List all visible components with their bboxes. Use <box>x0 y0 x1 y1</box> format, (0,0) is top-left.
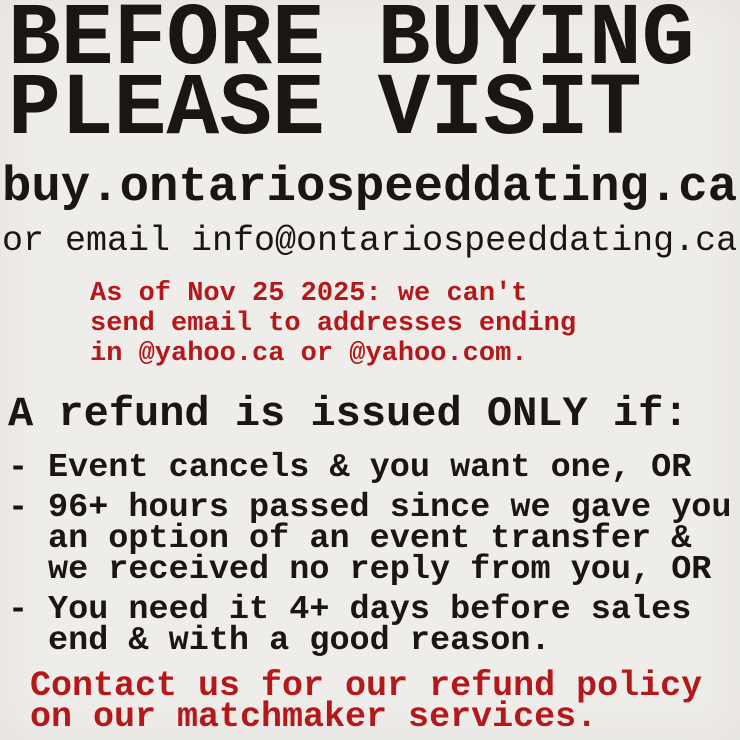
bullet-dash: - <box>8 489 29 527</box>
bullet-line: You need it 4+ days before sales <box>48 591 692 629</box>
refund-conditions-list <box>8 449 740 660</box>
refund-heading: A refund is issued ONLY if: <box>8 390 689 438</box>
matchmaker-refund-note <box>30 666 740 737</box>
yahoo-email-notice <box>90 279 740 369</box>
bullet-line: 96+ hours passed since we gave you <box>48 489 732 527</box>
website-url[interactable]: buy.ontariospeeddating.ca <box>2 159 738 215</box>
notice-line: send email to addresses ending <box>90 309 577 339</box>
bullet-line: we received no reply from you, OR <box>48 551 712 589</box>
notice-line: As of Nov 25 2025: we can't <box>90 279 528 309</box>
bullet-line: Event cancels & you want one, OR <box>48 449 692 487</box>
bullet-line: an option of an event transfer & <box>48 520 692 558</box>
list-item-event-cancels <box>8 449 740 487</box>
footer-line: on our matchmaker services. <box>30 697 598 737</box>
list-item-4-days <box>8 591 740 660</box>
notice-line: in @yahoo.ca or @yahoo.com. <box>90 339 528 369</box>
headline-line-1: BEFORE BUYING <box>8 0 695 90</box>
footer-line: Contact us for our refund policy <box>30 666 703 706</box>
bullet-text <box>48 489 732 589</box>
bullet-dash: - <box>8 591 29 629</box>
headline <box>8 0 740 160</box>
bullet-dash: - <box>8 449 29 487</box>
bullet-text <box>48 449 692 487</box>
bullet-line: end & with a good reason. <box>48 622 551 660</box>
list-item-96-hours <box>8 489 740 589</box>
headline-line-2: PLEASE VISIT <box>8 61 642 160</box>
bullet-text <box>48 591 692 660</box>
email-address-line[interactable]: or email info@ontariospeeddating.ca <box>2 221 738 261</box>
